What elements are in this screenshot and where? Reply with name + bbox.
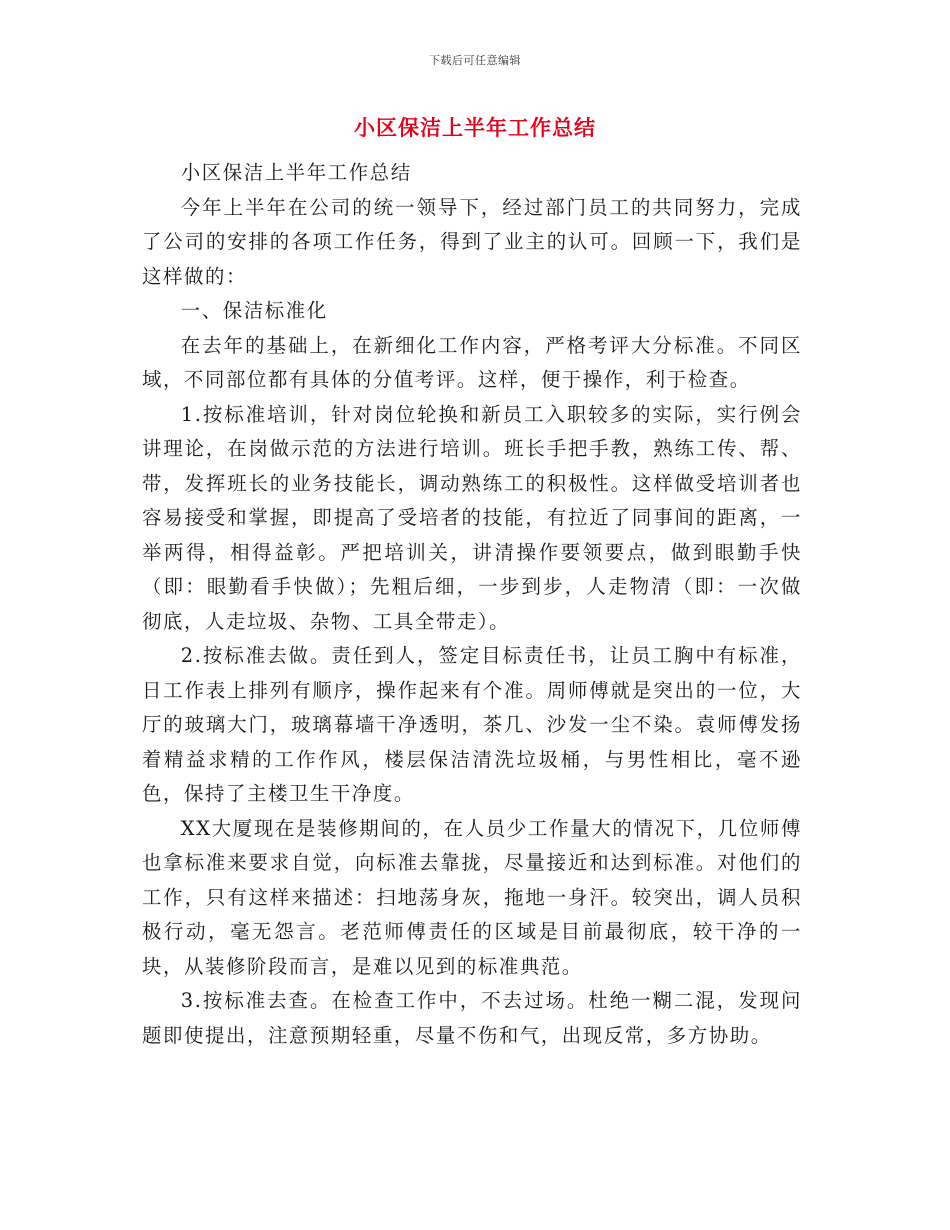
paragraph-subtitle: 小区保洁上半年工作总结 [180, 161, 412, 184]
paragraph-item-1: 1.按标准培训，针对岗位轮换和新员工入职较多的实际，实行例会讲理论，在岗做示范的方法进行培训。班长手把手教，熟练工传、帮、带，发挥班长的业务技能长，调动熟练工的积极性。这样做受培训者也容易接受和掌握，即提高了受培者的技能，有拉近了同事间的距离，一举两得，相得益彰。严把培训关，讲清操作要领要点，做到眼勤手快（即：眼勤看手快做）；先粗后细，一步到步，人走物清（即：一次做彻底，人走垃圾、杂物、工具全带走）。 [142, 402, 802, 633]
section-heading-1: 一、保洁标准化 [180, 299, 328, 322]
paragraph-building: XX大厦现在是装修期间的，在人员少工作量大的情况下，几位师傅也拿标准来要求自觉，向标准去靠拢，尽量接近和达到标准。对他们的工作，只有这样来描述：扫地荡身灰，拖地一身汗。较突出，调人员积极行动，毫无怨言。老范师傅责任的区域是目前最彻底，较干净的一块，从装修阶段而言，是难以见到的标准典范。 [142, 816, 802, 978]
paragraph-intro: 今年上半年在公司的统一领导下，经过部门员工的共同努力，完成了公司的安排的各项工作任务，得到了业主的认可。回顾一下，我们是这样做的： [142, 195, 802, 288]
paragraph-item-2: 2.按标准去做。责任到人，签定目标责任书，让员工胸中有标准，日工作表上排列有顺序，操作起来有个准。周师傅就是突出的一位，大厅的玻璃大门，玻璃幕墙干净透明，茶几、沙发一尘不染。袁师傅发扬着精益求精的工作作风，楼层保洁清洗垃圾桶，与男性相比，毫不逊色，保持了主楼卫生干净度。 [142, 644, 802, 805]
document-body [142, 156, 802, 1053]
header-note: 下载后可任意编辑 [429, 54, 521, 67]
document-title: 小区保洁上半年工作总结 [354, 116, 596, 140]
paragraph-item-3: 3.按标准去查。在检查工作中，不去过场。杜绝一糊二混，发现问题即使提出，注意预期轻重，尽量不伤和气，出现反常，多方协助。 [142, 989, 802, 1047]
paragraph-section-1: 在去年的基础上，在新细化工作内容，严格考评大分标准。不同区域，不同部位都有具体的分值考评。这样，便于操作，利于检查。 [142, 333, 802, 391]
